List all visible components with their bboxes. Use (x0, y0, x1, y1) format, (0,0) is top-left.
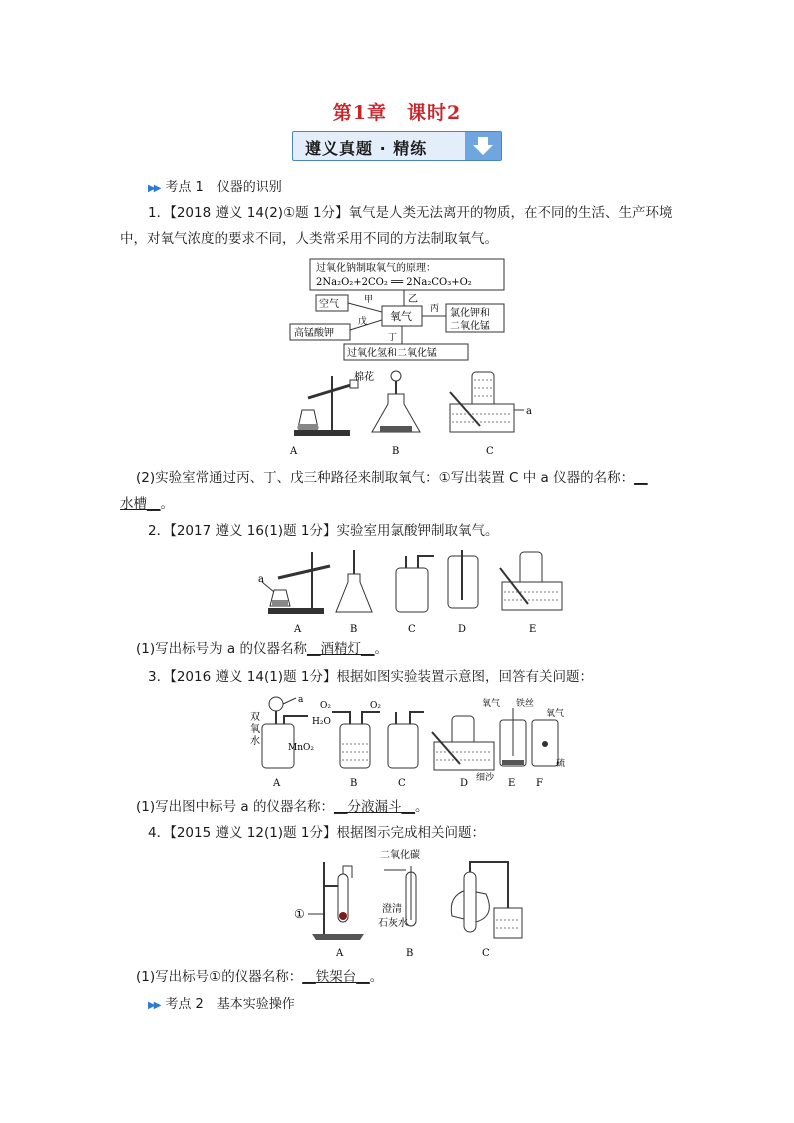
question-2-stem: 2．【2017 遵义 16(1)题 1分】实验室用氯酸钾制取氧气。 (148, 523, 499, 539)
fig-label-a: a (526, 406, 532, 417)
fig2-label-D: D (458, 624, 467, 635)
fig3-o2-1: O₂ (320, 701, 331, 711)
page-title: 第1章 课时2 (332, 102, 462, 124)
down-arrow-icon[interactable] (465, 132, 501, 160)
section-heading-label: 考点 2 基本实验操作 (165, 997, 295, 1012)
fig3-yang: 氧 (250, 724, 260, 735)
question-1-answer-line (120, 491, 174, 517)
section-heading-1 (148, 176, 282, 195)
question-4-sub-text: (1)写出标号①的仪器名称： (136, 969, 303, 985)
fig4-lime2: 石灰水 (378, 918, 408, 929)
question-4-stem: 4．【2015 遵义 12(1)题 1分】根据图示完成相关问题： (148, 825, 485, 841)
section-banner (292, 131, 502, 161)
fig3-mno2: MnO₂ (288, 743, 314, 753)
question-3-stem: 3．【2016 遵义 14(1)题 1分】根据如图实验装置示意图，回答有关问题： (148, 669, 593, 685)
question-3-end: 。 (414, 799, 429, 815)
fig3-label-B: B (350, 778, 358, 789)
question-1-stem: 1．【2018 遵义 14(2)①题 1分】氧气是人类无法离开的物质，在不同的生活、生产环境 (148, 205, 673, 221)
fig3-h2o: H₂O (312, 717, 331, 727)
question-1-sub-text: (2)实验室常通过丙、丁、戊三种路径来制取氧气：①写出装置 C 中 a 仪器的名称： (136, 470, 635, 486)
question-3-apparatus (246, 694, 576, 794)
fig-label-C: C (486, 446, 494, 457)
diagram-h2o2: 过氧化氢和二氧化锰 (347, 348, 437, 359)
fig3-label-D: D (460, 778, 469, 789)
path-wu: 戊 (358, 317, 368, 327)
double-triangle-icon: ▶▶ (148, 1000, 160, 1011)
question-3-sub (136, 794, 428, 820)
question-4-answer: __铁架台__ (302, 969, 370, 985)
fig2-label-E: E (529, 624, 537, 635)
diagram-top-line2: 2Na₂O₂+2CO₂ ══ 2Na₂CO₃+O₂ (316, 277, 472, 288)
fig2-label-A: A (294, 624, 302, 635)
fig-label-cotton: 棉花 (354, 372, 374, 383)
question-2-sub (136, 636, 388, 662)
oxygen-source-diagram (280, 256, 520, 364)
fig3-oxygen-e: 氧气 (482, 699, 501, 709)
fig3-label-E: E (508, 778, 516, 789)
question-2-sub-text: (1)写出标号为 a 的仪器名称 (136, 641, 307, 657)
diagram-kclo3-1: 氯化钾和 (450, 308, 490, 319)
path-jia: 甲 (364, 295, 374, 305)
fig3-label-A: A (273, 778, 281, 789)
question-3-sub-text: (1)写出图中标号 a 的仪器名称： (136, 799, 334, 815)
fig4-mark: ① (294, 907, 305, 921)
question-3-answer: __分液漏斗__ (333, 799, 415, 815)
fig3-label-C: C (398, 778, 406, 789)
fig2-label-a: a (258, 574, 264, 585)
fig-label-B: B (392, 446, 400, 457)
diagram-kclo3-2: 二氧化锰 (450, 321, 490, 332)
section-heading-2 (148, 993, 295, 1012)
fig3-iron: 铁丝 (516, 699, 535, 709)
question-2-end: 。 (374, 641, 388, 657)
question-4-sub (136, 964, 383, 990)
fig3-sulfur: 硫 (556, 759, 566, 769)
banner-label: 遵义真题 · 精练 (305, 139, 428, 158)
fig4-co2: 二氧化碳 (380, 850, 420, 861)
diagram-center: 氧气 (390, 310, 412, 323)
question-4-apparatus (290, 846, 540, 958)
double-triangle-icon: ▶▶ (148, 183, 160, 194)
diagram-air: 空气 (319, 299, 339, 310)
fig3-oxygen-f: 氧气 (546, 709, 565, 719)
fig4-label-C: C (482, 948, 490, 958)
question-1-apparatus (280, 368, 540, 458)
fig2-label-C: C (408, 624, 416, 635)
question-1-stem-cont: 中，对氧气浓度的要求不同，人类常采用不同的方法制取氧气。 (120, 231, 498, 247)
fig-label-A: A (290, 446, 298, 457)
question-1-end: 。 (160, 496, 174, 512)
diagram-kmno4: 高锰酸钾 (294, 328, 334, 339)
diagram-top-line1: 过氧化钠制取氧气的原理： (316, 263, 436, 274)
fig4-label-B: B (406, 948, 414, 958)
fig3-sand: 细沙 (476, 773, 495, 783)
fig2-label-B: B (350, 624, 358, 635)
fig4-label-A: A (336, 948, 344, 958)
path-bing: 丙 (430, 304, 440, 314)
section-heading-label: 考点 1 仪器的识别 (165, 180, 282, 195)
question-1-sub: (2)实验室常通过丙、丁、戊三种路径来制取氧气：①写出装置 C 中 a 仪器的名称：__ (136, 470, 648, 486)
question-1-answer: 水槽__ (120, 496, 161, 512)
fig3-label-a: a (298, 695, 304, 705)
fig3-o2-2: O₂ (370, 701, 381, 711)
question-2-apparatus (250, 546, 570, 636)
fig3-shui: 水 (250, 736, 260, 747)
fig3-shuang: 双 (250, 712, 260, 723)
fig3-label-F: F (536, 778, 543, 789)
path-yi: 乙 (408, 294, 418, 305)
question-4-end: 。 (369, 969, 384, 985)
question-2-answer: __酒精灯__ (306, 641, 375, 657)
fig4-lime1: 澄清 (382, 904, 402, 915)
path-ding: 丁 (388, 333, 398, 343)
